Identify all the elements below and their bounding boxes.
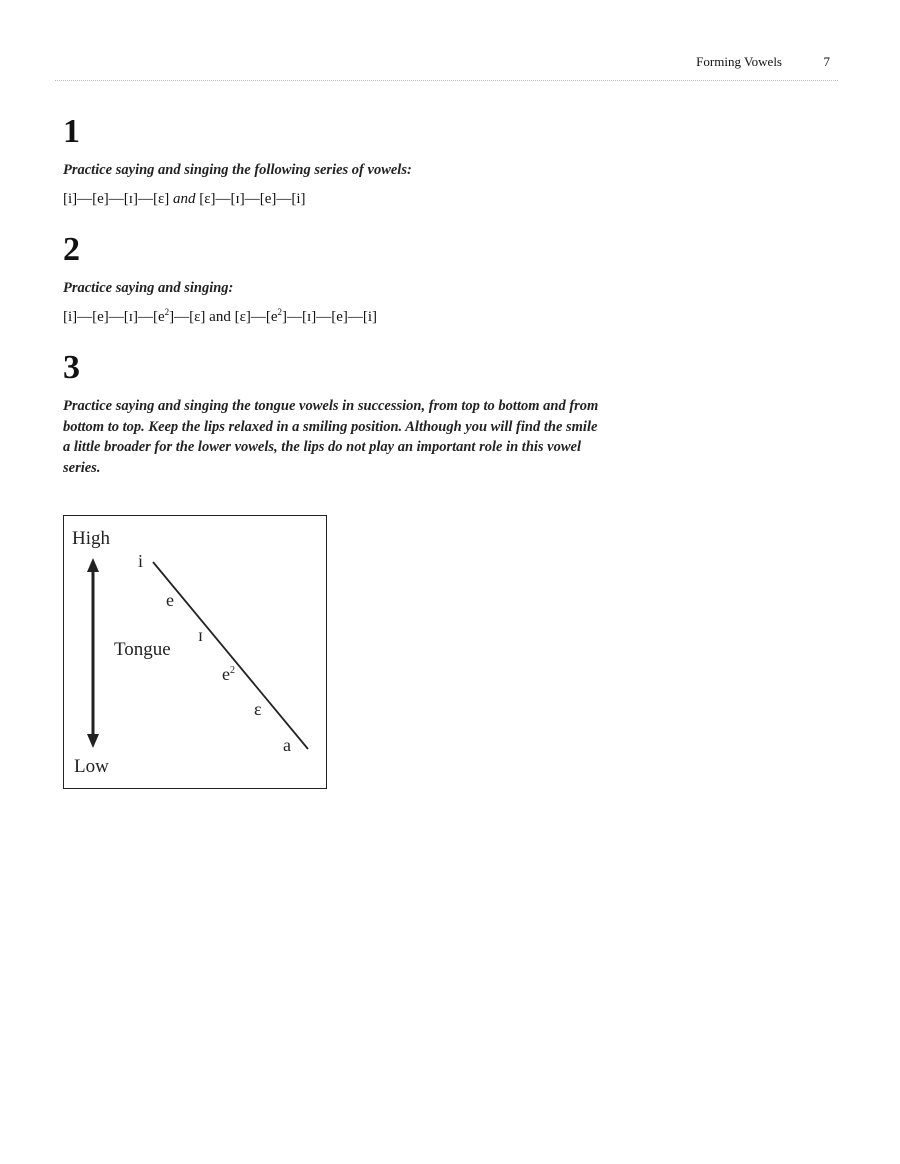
series-connector: and — [173, 190, 196, 207]
arrow-down-icon — [87, 734, 99, 748]
page-header — [55, 52, 838, 81]
running-title: Forming Vowels — [696, 54, 782, 69]
vowel-e2-base: e — [222, 664, 230, 684]
exercise-instruction: Practice saying and singing the following series of vowels: — [63, 162, 412, 178]
vowel-slope-line — [153, 562, 308, 749]
series-backward-part1: [ɛ]—[e — [234, 308, 278, 325]
exercise-number: 3 — [63, 349, 80, 386]
vowel-e2-superscript: 2 — [230, 665, 235, 676]
series-backward: [ɛ]—[ɪ]—[e]—[i] — [199, 190, 306, 207]
vowel-series — [63, 307, 603, 327]
vowel-e: e — [166, 590, 174, 610]
series-forward: [i]—[e]—[ɪ]—[ɛ] — [63, 190, 170, 207]
vowel-ih: ɪ — [198, 625, 204, 645]
vowel-e2 — [222, 664, 235, 685]
superscript-2: 2 — [164, 306, 170, 317]
superscript-2: 2 — [277, 306, 283, 317]
exercise-instruction: Practice saying and singing the tongue vowels in succession, from top to bottom and from bottom to top. Keep the lips relaxed in a smiling position. Although you will find the smile a little broader for the lower vowels, the lips do not play an important role in this vowel series. — [63, 398, 599, 476]
exercise-2 — [63, 230, 603, 348]
high-label: High — [72, 528, 110, 549]
page-number: 7 — [823, 54, 830, 69]
tongue-label: Tongue — [114, 639, 171, 660]
vowel-i: i — [138, 551, 144, 571]
series-connector: and — [209, 308, 231, 325]
exercise-3 — [63, 348, 603, 478]
series-forward-part2: ]—[ɛ] — [169, 308, 206, 325]
tongue-vowel-diagram — [63, 515, 327, 789]
exercise-1 — [63, 112, 603, 230]
vowel-series — [63, 189, 603, 209]
page-content — [63, 112, 603, 478]
exercise-number: 1 — [63, 113, 80, 150]
exercise-instruction: Practice saying and singing: — [63, 280, 234, 296]
series-forward-part1: [i]—[e]—[ɪ]—[e — [63, 308, 165, 325]
series-backward-part2: ]—[ɪ]—[e]—[i] — [282, 308, 378, 325]
low-label: Low — [74, 756, 109, 777]
arrow-up-icon — [87, 558, 99, 572]
exercise-number: 2 — [63, 231, 80, 268]
vowel-a: a — [283, 735, 291, 755]
vowel-eh: ɛ — [254, 699, 262, 719]
